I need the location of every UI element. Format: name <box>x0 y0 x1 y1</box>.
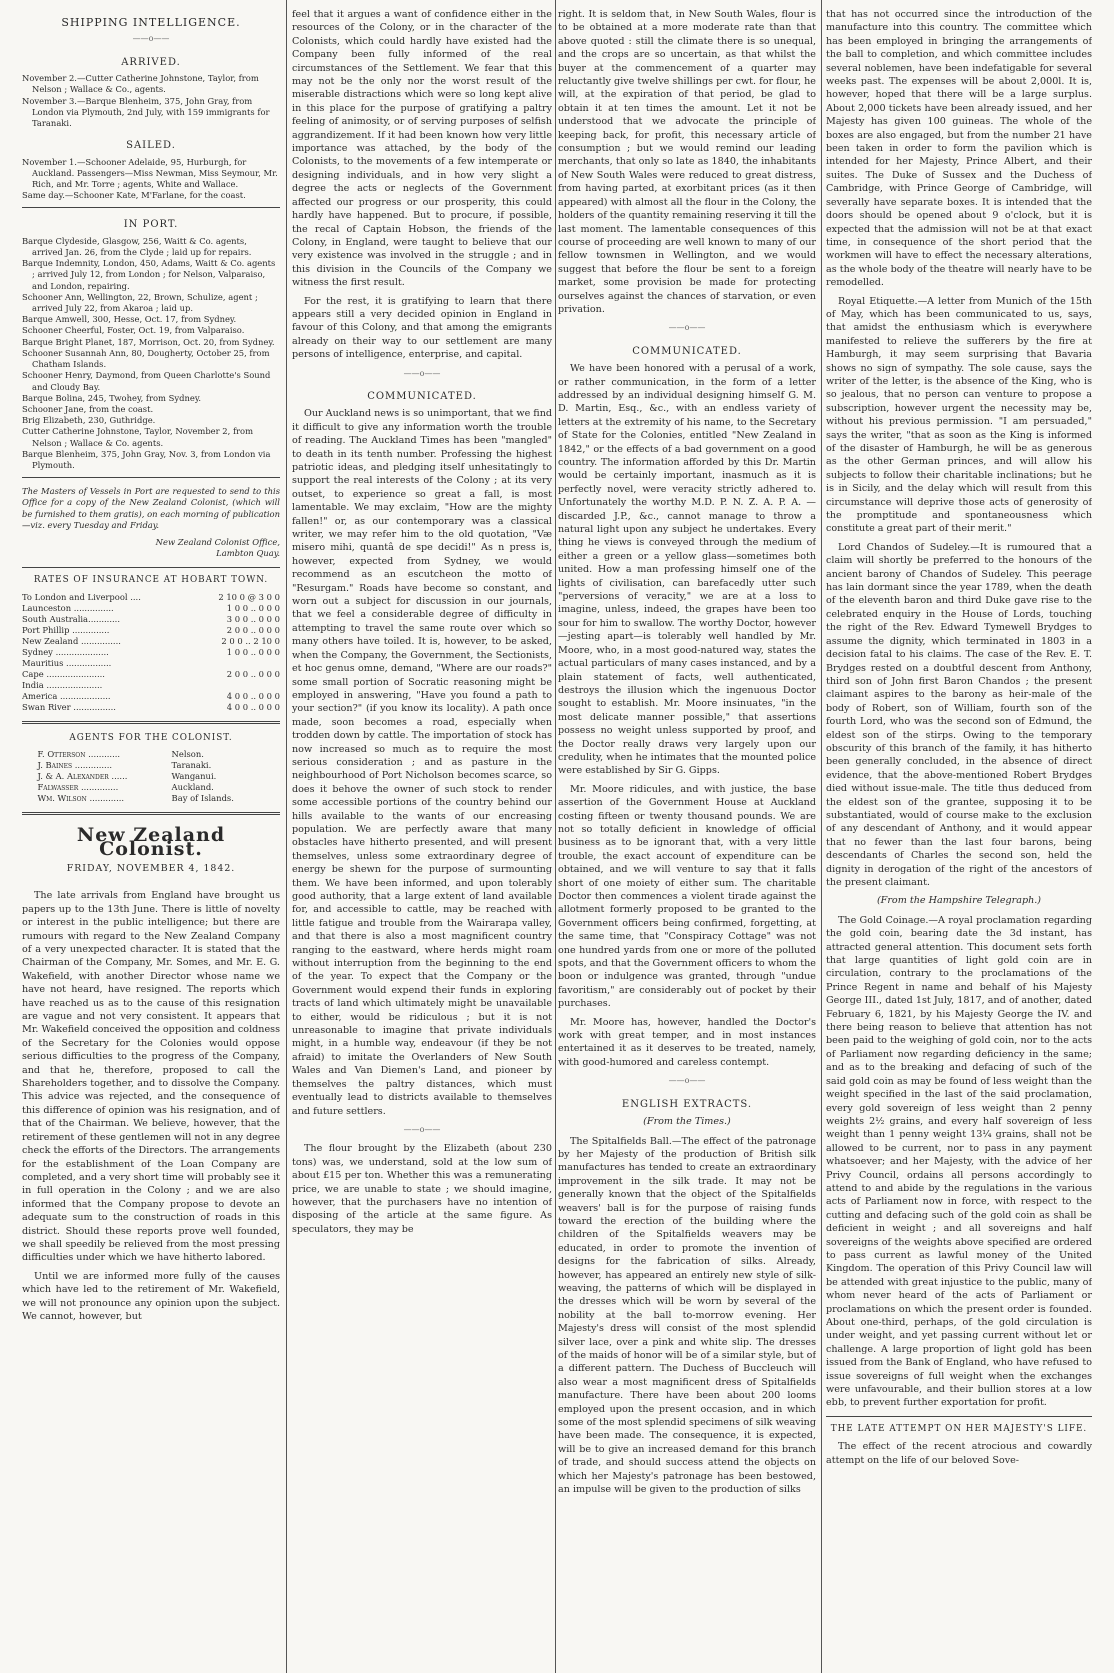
list-item: November 2.—Cutter Catherine Johnstone, Taylor, from Nelson ; Wallace & Co., agents. <box>22 73 259 95</box>
double-divider <box>22 812 280 815</box>
rate-destination: To London and Liverpool .... <box>22 591 141 602</box>
notice-signature: New Zealand Colonist Office, <box>155 536 280 547</box>
list-item: Schooner Cheerful, Foster, Oct. 19, from Valparaiso. <box>22 325 245 336</box>
table-row <box>22 658 280 669</box>
divider <box>22 567 280 568</box>
table-row <box>22 592 280 603</box>
agents-heading: AGENTS FOR THE COLONIST. <box>69 732 233 743</box>
rate-value: 1 0 0 .. 0 0 0 <box>226 602 280 613</box>
rate-value: 4 0 0 .. 0 0 0 <box>226 690 280 701</box>
paragraph: The late arrivals from England have brought us papers up to the 13th June. There is little of novelty or interest in the public intelligence; but there are rumours with regard to the New Zealand Company of a very unexpected character. It is stated that the Chairman of the Company, Mr. Somes, and Mr. E. G. Wakefield, with another Director whose name we have not heard, have resigned. The reports which have reached us as to the cause of this resignation are vague and not very consistent. It appears that Mr. Wakefield conceived the opposition and coldness of the Secretary for the Colonies would oppose serious difficulties to the progress of the Company, and that he, therefore, proposed to call the Shareholders together, and to dissolve the Company. This advice was rejected, and the consequence of this difference of opinion was his resignation, and of that of the Chairman. We believe, however, that the retirement of these gentlemen will not in any degree check the efforts of the Directors. The arrangements for the establishment of the Loan Company are completed, and a very short time will probably see it in full operation in the Colony ; and we are also informed that the Company propose to devote an adequate sum to the construction of roads in this district. Should these reports prove well founded, we shall speedily be relieved from the most pressing difficulties under which we have hitherto labored. <box>22 890 280 1264</box>
column-4 <box>826 8 1092 1669</box>
source-credit: (From the Times.) <box>643 1116 731 1128</box>
paragraph: Royal Etiquette.—A letter from Munich of the 15th of May, which has been communicated to us, says, that amidst the enthusiasm which is everywhere manifested to relieve the sufferers by the fire at Hamburgh, it may seem surprising that Bavaria shows no sign of sympathy. The sole cause, says the writer of the letter, is the absence of the King, who is so jealous, that no person can venture to propose a subscription, however urgent the necessity may be, without his previous permission. "I am persuaded," says the writer, "that as soon as the King is informed of the disaster of Hamburgh, he will be as generous as the other German princes, and will allow his subjects to follow their charitable inclinations; but he is in Sicily, and the delay which will result from this circumstance will deprive those acts of generosity of the promptitude and spontaneousness which constitute a great part of their merit." <box>826 295 1092 535</box>
table-row <box>37 793 264 804</box>
notice-text: The Masters of Vessels in Port are requested to send to this Office for a copy of the New Zealand Colonist, (which will be furnished to them gratis), on each morning of publication—viz. every Tuesday and Friday. <box>22 486 280 530</box>
agent-name: Falwasser .............. <box>37 782 119 793</box>
rate-value: 2 0 0 .. 2 10 0 <box>221 635 280 646</box>
list-item: Barque Bright Planet, 187, Morrison, Oct. 20, from Sydney. <box>22 336 275 347</box>
list-item: Schooner Henry, Daymond, from Queen Charlotte's Sound and Cloudy Bay. <box>22 370 271 392</box>
rate-destination: New Zealand ............... <box>22 635 121 646</box>
table-row <box>22 691 280 702</box>
agent-name: J. Baines .............. <box>37 760 113 771</box>
table-row <box>22 636 280 647</box>
agent-place: Wanganui. <box>171 771 217 782</box>
column-2 <box>292 8 552 1669</box>
paragraph: Lord Chandos of Sudeley.—It is rumoured that a claim will shortly be preferred to the honours of the ancient barony of Chandos of Sudeley. This peerage has lain dormant since the year 1789, when the death of the eleventh baron and third Duke gave rise to the celebrated enquiry in the House of Lords, touching the right of the Rev. Edward Tymewell Brydges to assume the dignity, which terminated in 1803 in a decision fatal to his claims. The case of the Rev. E. T. Brydges rested on a doubtful descent from Anthony, third son of John first Baron Chandos ; the present claimant aspires to the barony as heir-male of the body of Robert, son of William, fourth son of the fourth Lord, who was the second son of Edmund, the eldest son of the stirps. Owing to the temporary obscurity of this branch of the family, it has hitherto been generally concluded, in the absence of direct evidence, that the above-mentioned Robert Brydges died without issue-male. The title thus deduced from the eldest son of the grantee, supposing it to be substantiated, would of course make to the exclusion of any descendant of Anthony, and it would appear that no fewer than the last four barons, being descendants of Charles the second son, held the dignity in derogation of the right of the ancestors of the present claimant. <box>826 541 1092 888</box>
ornament-divider: ——o—— <box>132 34 170 44</box>
rate-destination: Sydney .................... <box>22 646 109 657</box>
column-rule <box>286 0 287 1673</box>
rates-heading: RATES OF INSURANCE AT HOBART TOWN. <box>33 575 269 586</box>
rate-destination: Swan River ................ <box>22 701 116 712</box>
rate-value: 4 0 0 .. 0 0 0 <box>226 701 280 712</box>
list-item: Barque Indemnity, London, 450, Adams, Waitt & Co. agents ; arrived July 12, from London ; for Nelson, Valparaiso, and London, repairing. <box>22 258 276 291</box>
source-credit: (From the Hampshire Telegraph.) <box>876 895 1042 907</box>
table-row <box>22 647 280 658</box>
paragraph: The flour brought by the Elizabeth (about 230 tons) was, we understand, sold at the low sum of about £15 per ton. Whether this was a remunerating price, we are unable to state ; we should imagine, however, that the purchasers have no intention of disposing of the article at the same figure. As speculators, they may be <box>292 1143 552 1235</box>
issue-date: FRIDAY, NOVEMBER 4, 1842. <box>66 862 236 874</box>
list-item: Barque Blenheim, 375, John Gray, Nov. 3, from London via Plymouth. <box>22 448 271 470</box>
column-3 <box>558 8 816 1669</box>
agent-name: J. & A. Alexander ...... <box>37 771 128 782</box>
in-port-list <box>22 236 280 471</box>
divider <box>826 1416 1092 1417</box>
column-rule <box>555 0 556 1673</box>
list-item: Schooner Jane, from the coast. <box>22 403 154 414</box>
agent-place: Taranaki. <box>171 760 212 771</box>
rate-value: 1 0 0 .. 0 0 0 <box>226 646 280 657</box>
list-item: Schooner Ann, Wellington, 22, Brown, Schulize, agent ; arrived July 22, from Akaroa ; laid up. <box>22 291 258 314</box>
table-row <box>22 625 280 636</box>
agent-place: Nelson. <box>171 749 204 760</box>
rate-value: 3 0 0 .. 0 0 0 <box>226 613 280 624</box>
rate-value: 2 0 0 .. 0 0 0 <box>226 668 280 679</box>
rate-value: 2 10 0 @ 3 0 0 <box>218 591 280 602</box>
paragraph: Mr. Moore has, however, handled the Doctor's work with great temper, and in most instances entertained it as it deserves to be treated, namely, with good-humored and careless contempt. <box>558 1016 816 1068</box>
double-divider <box>22 721 280 724</box>
paragraph: Mr. Moore ridicules, and with justice, the base assertion of the Government House at Auckland costing fifteen or twenty thousand pounds. We are not so totally deficient in knowledge of official business as to be ignorant that, with a very little trouble, the exact account of expenditure can be obtained, and we will venture to say that it falls short of one moiety of either sum. The charitable Doctor then commences a violent tirade against the allotment formerly proposed to be granted to the Government officers being confirmed, forgetting, at the same time, that "Conspiracy Cottage" was not one hundred yards from one or more of the polluted spots, and that the Government officers to whom the boon or indulgence was granted, through "undue favoritism," are considerably out of pocket by their purchases. <box>558 783 816 1010</box>
agent-place: Bay of Islands. <box>171 793 234 804</box>
rate-destination: South Australia............ <box>22 613 120 624</box>
list-item: November 1.—Schooner Adelaide, 95, Hurburgh, for Auckland. Passengers—Miss Newman, Miss Seymour, Mr. Rich, and Mr. Torre ; agents, White and Wallace. <box>22 156 278 190</box>
list-item: Barque Bolina, 245, Twohey, from Sydney. <box>22 392 202 403</box>
paragraph: Until we are informed more fully of the causes which have led to the retirement of Mr. Wakefield, we will not pronounce any opinion upon the subject. We cannot, however, but <box>22 1270 280 1322</box>
table-row <box>22 603 280 614</box>
list-item: November 3.—Barque Blenheim, 375, John Gray, from London via Plymouth, 2nd July, with 159 immigrants for Taranaki. <box>22 95 270 129</box>
paragraph: that has not occurred since the introduction of the manufacture into this country. The committee which has been employed in bringing the arrangements of the ball to completion, and which committee includes several noblemen, have been indefatigable for several weeks past. The expenses will be about 2,000l. It is, however, hoped that there will be a large surplus. About 2,000 tickets have been already issued, and her Majesty has given 100 guineas. The whole of the boxes are also engaged, but from the number 21 have been taken in order to form the pavilion which is intended for her Majesty, Prince Albert, and their suites. The Duke of Sussex and the Duchess of Cambridge, with Prince George of Cambridge, will severally have separate boxes. It is intended that the doors should be opened about 9 o'clock, but it is expected that the admission will not be at that exact time, in consequence of the short period that the workmen will have to effect the necessary alterations, as the whole body of the theatre will nearly have to be remodelled. <box>826 9 1092 289</box>
table-row <box>22 680 280 691</box>
rates-table <box>22 592 280 713</box>
divider <box>22 477 280 478</box>
agent-name: Wm. Wilson ............. <box>37 793 125 804</box>
ornament-divider: ——o—— <box>403 368 441 378</box>
sailed-heading: SAILED. <box>126 140 176 152</box>
masters-notice <box>22 486 280 559</box>
agent-place: Auckland. <box>171 782 214 793</box>
agent-name: F. Otterson ............ <box>37 749 121 760</box>
masthead: New Zealand Colonist. <box>76 824 226 860</box>
in-port-heading: IN PORT. <box>123 219 179 231</box>
rate-value: 2 0 0 .. 0 0 0 <box>226 624 280 635</box>
paragraph: For the rest, it is gratifying to learn that there appears still a very decided opinion in England in favour of this Colony, and that among the emigrants already on their way to our settlement are many persons of intelligence, enterprise, and capital. <box>292 295 552 361</box>
attempt-heading: THE LATE ATTEMPT ON HER MAJESTY'S LIFE. <box>830 1423 1088 1434</box>
table-row <box>37 760 264 771</box>
ornament-divider: ——o—— <box>668 323 706 333</box>
list-item: Brig Elizabeth, 230, Guthridge. <box>22 415 156 426</box>
communicated-heading: COMMUNICATED. <box>632 345 742 357</box>
table-row <box>22 669 280 680</box>
list-item: Schooner Susannah Ann, 80, Dougherty, October 25, from Chatham Islands. <box>22 347 270 370</box>
paragraph: The effect of the recent atrocious and cowardly attempt on the life of our beloved Sove- <box>826 1441 1092 1466</box>
paragraph: Our Auckland news is so unimportant, that we find it difficult to give any information worth the trouble of reading. The Auckland Times has been "mangled" to death in its tenth number. Professing the highest patriotic ideas, and pledging itself unhesitatingly to support the real interests of the Colony ; at its very outset, to experience so great a fall, is most lamentable. We may exclaim, "How are the mighty fallen!" or, as our contemporary was a classical writer, we may refer him to the old quotation, "Væ misero mihi, quantâ de spe decidi!" As n press is, however, expected from Sydney, we would recommend as an escutcheon the motto of "Resurgam." Roads have become so constant, and worn out a subject for discussion in our journals, that we feel a considerable degree of difficulty in attempting to travel the same route over which so many others have toiled. It is, however, to be asked, when the Company, the Government, the Sectionists, et hoc genus omne, demand, "Where are our roads?" some small portion of Socratic reasoning might be employed in answering, "Have you found a path to your section?" (if you know its locality). A path once made, soon becomes a road, especially when trodden down by cattle. The importation of stock has now increased so much as to require the most serious consideration ; and as pasture in the neighbourhood of Port Nicholson becomes scarce, so does it behove the owner of such stock to render some accessible portions of the country behind our hills available to the wants of our encreasing population. We are perfectly aware that many obstacles have hitherto presented, and will present themselves, unless some extraordinary degree of energy be shewn for the purpose of surmounting them. We have been informed, and upon tolerably good authority, that a large extent of land available for, and accessible to cattle, may be reached with little fatigue and trouble from the Wairarapa valley, and that there is also a most magnificent country ranging to the eastward, where herds might roam without interruption from the beginning to the end of the year. To expect that the Company or the Government would expend their funds in exploring tracts of land which ultimately might be unavailable to either, would be ridiculous ; but it is not unreasonable to imagine that private individuals might, in a humble way, endeavour (if they be not afraid) to imitate the Overlanders of New South Wales and Van Diemen's Land, and pioneer by themselves the paltry distances, which must eventually lead to districts available to themselves and future settlers. <box>292 408 552 1117</box>
ornament-divider: ——o—— <box>403 1124 441 1134</box>
agents-table <box>37 749 264 804</box>
communicated-heading: COMMUNICATED. <box>367 390 477 402</box>
rate-value <box>192 658 280 669</box>
paragraph: The Gold Coinage.—A royal proclamation regarding the gold coin, bearing date the 3d instant, has attracted general attention. This document sets forth that large quantities of light gold coin are in circulation, contrary to the proclamations of the Prince Regent in name and behalf of his Majesty George III., dated 1st July, 1817, and of another, dated February 6, 1821, by his Majesty George the IV. and there being reason to believe that attention has not been paid to the weighing of gold coin, nor to the acts of Parliament now regarding deficiency in the same; and as to the breaking and defacing of such of the said gold coin as may be found of less weight than the weight specified in the last of the said proclamation, every gold sovereign of less weight than 2 penny weights 2½ grains, and every half sovereign of less weight than 1 penny weight 13¼ grains, shall not be allowed to be current, nor to pass in any payment whatsoever; and her Majesty, with the advice of her Privy Council, ordains all persons accordingly to attend to and abide by the regulations in the various acts of Parliament now in force, with respect to the cutting and defacing such of the gold coin as shall be deficient in weight ; and all sovereigns and half sovereigns of the weights above specified are ordered to pass current as lawful money of the United Kingdom. The operation of this Privy Council law will be attended with great injustice to the public, many of whom never heard of the acts of Parliament or proclamations on which the present order is founded. About one-third, perhaps, of the gold circulation is under weight, and yet passing current without let or challenge. A large proportion of light gold has been issued from the Bank of England, who have refused to issue sovereigns of full weight when the exchanges were unfavourable, and their bullion stores at a low ebb, to prevent further exportation for profit. <box>826 914 1092 1409</box>
divider <box>22 207 280 208</box>
rate-destination: India ..................... <box>22 679 103 690</box>
table-row <box>37 782 264 793</box>
ornament-divider: ——o—— <box>668 1076 706 1086</box>
list-item: Cutter Catherine Johnstone, Taylor, November 2, from Nelson ; Wallace & Co. agents. <box>22 426 254 448</box>
shipping-heading: SHIPPING INTELLIGENCE. <box>61 16 241 29</box>
paragraph: We have been honored with a perusal of a work, or rather communication, in the form of a letter addressed by an individual designing himself G. M. D. Martin, Esq., &c., with an endless variety of letters at the extremity of his name, to the Secretary of State for the Colonies, entitled "New Zealand in 1842," or the effects of a bad government on a good country. The information afforded by this Dr. Martin would be certainly important, inasmuch as it is perfectly novel, were veracity strictly adhered to. Unfortunately the worthy M.D. P. N. Z. A. P. A. —discarded J.P., &c., cannot manage to throw a natural light upon any subject he undertakes. Every thing he views is conveyed through the medium of either a green or a yellow glass—sometimes both united. How a man professing himself one of the lights of civilisation, can barefacedly utter such "perversions of veracity," we are at a loss to imagine, unless, indeed, the grapes have been too sour for him to swallow. The worthy Doctor, however—jesting apart—is tolerably well handled by Mr. Moore, who, in a most good-natured way, states the actual particulars of many cases instanced, and by a plain statement of facts, well authenticated, destroys the illusion which the ingenuous Doctor sought to establish. Mr. Moore insinuates, "in the most delicate manner possible," that assertions possess no weight unless supported by proof, and the Doctor really draws very largely upon our credulity, when he intimates that the mounted police were established by Sir G. Gipps. <box>558 363 816 777</box>
list-item: Barque Clydeside, Glasgow, 256, Waitt & Co. agents, arrived Jan. 26, from the Clyde ; laid up for repairs. <box>22 235 252 258</box>
column-rule <box>821 0 822 1673</box>
rate-destination: Mauritius ................. <box>22 657 112 668</box>
paragraph: right. It is seldom that, in New South Wales, flour is to be obtained at a more moderate rate than that above quoted : still the climate there is so unequal, and the crops are so uncertain, as that whilst the buyer at the commencement of a quarter may reluctantly give twelve shillings per cwt. for flour, he will, at the expiration of that period, be glad to obtain it at ten times the amount. Let it not be understood that we advocate the principle of keeping back, for profit, this necessary article of consumption ; but we would remind our leading merchants, that only so late as 1840, the inhabitants of New South Wales were reduced to great distress, from having parted, at exorbitant prices (as it then appeared) with almost all the flour in the Colony, the holders of the quantity remaining reserving it till the last moment. The lamentable consequences of this course of proceeding are well known to many of our fellow townsmen in Wellington, and we would suggest that before the flour be sent to a foreign market, some provision be made for protecting ourselves against the chances of starvation, or even privation. <box>558 9 816 315</box>
table-row <box>37 771 264 782</box>
extracts-heading: ENGLISH EXTRACTS. <box>621 1098 753 1110</box>
arrived-heading: ARRIVED. <box>121 56 181 68</box>
column-1 <box>22 8 280 1669</box>
paragraph: feel that it argues a want of confidence either in the resources of the Colony, or in the character of the Colonists, which could hardly have existed had the Company been fully informed of the real circumstances of the Settlement. We fear that this may not be the only nor the worst result of the miserable distractions which were so long kept alive in this place for the purpose of gratifying a paltry feeling of animosity, or of serving purposes of selfish aggrandizement. If it had been known how very little importance was attached, by the body of the Colonists, to the movements of a few intemperate or designing individuals, and in how very slight a degree the acts or neglects of the Government affected our progress or our prosperity, this could hardly have happened. But to procure, if possible, the recal of Captain Hobson, the friends of the Colony, in England, were taught to believe that our very existence was involved in the struggle ; and in this division in the Councils of the Company we witness the first result. <box>292 9 552 289</box>
rate-value <box>192 680 280 691</box>
table-row <box>37 749 264 760</box>
table-row <box>22 702 280 713</box>
rate-destination: Launceston ............... <box>22 602 114 613</box>
list-item: Barque Amwell, 300, Hesse, Oct. 17, from Sydney. <box>22 314 237 325</box>
notice-address: Lambton Quay. <box>216 548 280 559</box>
rate-destination: Port Phillip .............. <box>22 624 110 635</box>
arrived-list <box>22 73 280 129</box>
table-row <box>22 614 280 625</box>
rate-destination: America ................... <box>22 690 111 701</box>
paragraph: The Spitalfields Ball.—The effect of the patronage by her Majesty of the production of British silk manufactures has tended to create an extraordinary improvement in the silk trade. It may not be generally known that the object of the Spitalfields weavers' ball is for the purpose of raising funds toward the erection of the building where the children of the Spitalfields weavers may be educated, in order to promote the invention of designs for the fabrication of silks. Already, however, has appeared an entirely new style of silk-weaving, the patterns of which will be displayed in the dresses which will be worn by several of the nobility at the ball to-morrow evening. Her Majesty's dress will consist of the most splendid silver lace, over a pink and white slip. The dresses of the maids of honor will be of a similar style, but of a different pattern. The Duchess of Buccleuch will also wear a most magnificent dress of Spitalfields manufacture. There have been about 200 looms employed upon the present occasion, and in which some of the most splendid specimens of silk weaving have been made. The consequence, it is expected, will be to give an increased demand for this branch of trade, and should success attend the objects on which her Majesty's patronage has been bestowed, an impulse will be given to the production of silks <box>558 1135 816 1496</box>
rate-destination: Cape ...................... <box>22 668 105 679</box>
list-item: Same day.—Schooner Kate, M'Farlane, for the coast. <box>22 190 246 201</box>
sailed-list <box>22 157 280 202</box>
